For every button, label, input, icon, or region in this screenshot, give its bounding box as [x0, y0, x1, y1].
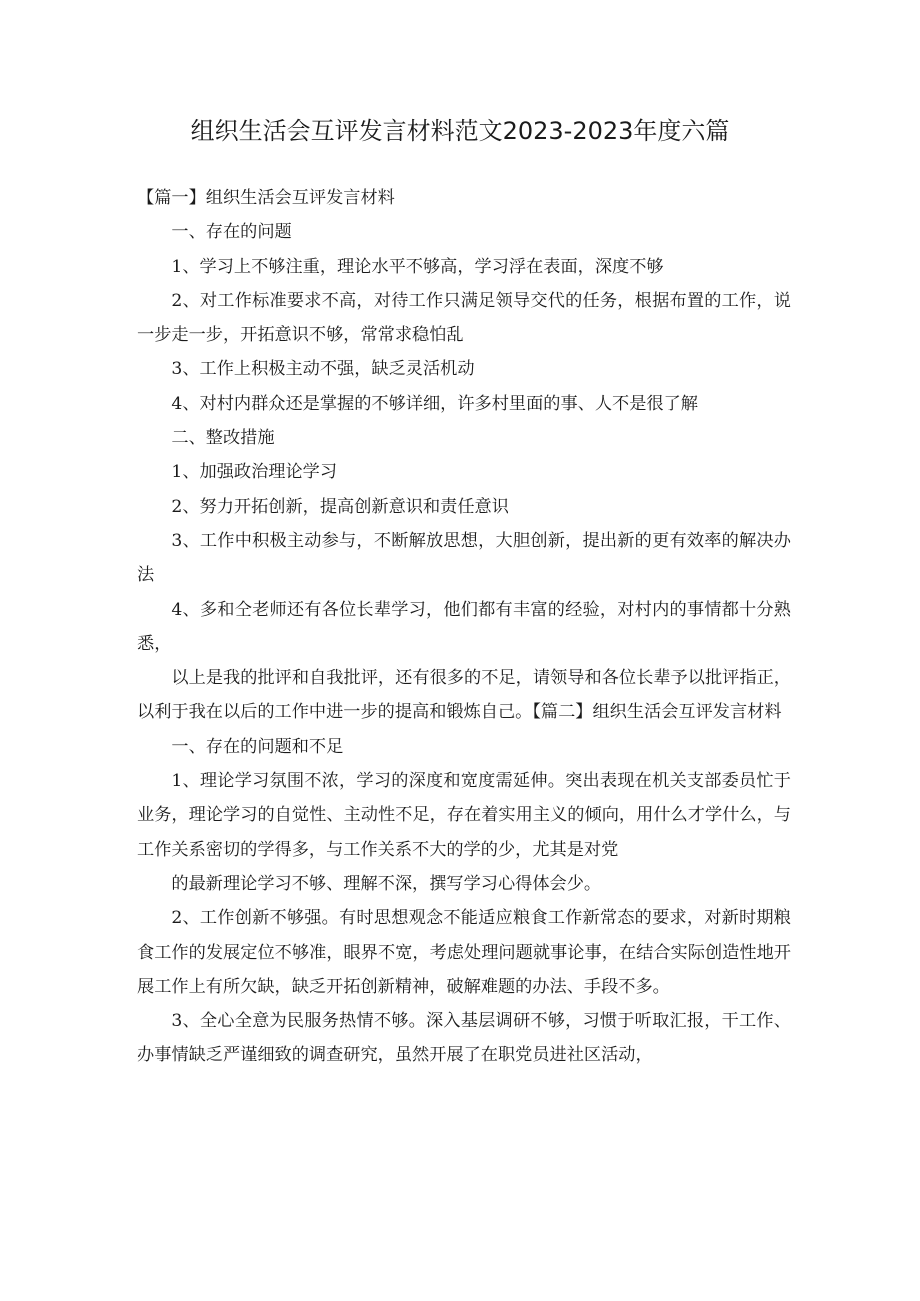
paragraph: 1、理论学习氛围不浓，学习的深度和宽度需延伸。突出表现在机关支部委员忙于业务，理论学习的自觉性、主动性不足，存在着实用主义的倾向，用什么才学什么，与工作关系密切的学得多，与工作关系不大的学的少，尤其是对党 [137, 771, 791, 860]
paragraph: 4、多和仝老师还有各位长辈学习，他们都有丰富的经验，对村内的事情都十分熟悉， [137, 599, 791, 654]
paragraph: 2、工作创新不够强。有时思想观念不能适应粮食工作新常态的要求，对新时期粮食工作的发展定位不够准，眼界不宽，考虑处理问题就事论事，在结合实际创造性地开展工作上有所欠缺，缺乏开拓创新精神，破解难题的办法、手段不多。 [137, 908, 791, 997]
paragraph: 3、全心全意为民服务热情不够。深入基层调研不够，习惯于听取汇报，干工作、办事情缺乏严谨细致的调查研究，虽然开展了在职党员进社区活动， [137, 1011, 791, 1066]
document-title: 组织生活会互评发言材料范文2023-2023年度六篇 [190, 117, 730, 145]
paragraph: 一、存在的问题 [171, 222, 292, 243]
paragraph: 2、努力开拓创新，提高创新意识和责任意识 [171, 496, 509, 517]
paragraph: 1、加强政治理论学习 [171, 462, 338, 483]
paragraph: 二、整改措施 [171, 428, 275, 449]
paragraph: 1、学习上不够注重，理论水平不够高，学习浮在表面，深度不够 [171, 256, 664, 277]
paragraph: 的最新理论学习不够、理解不深，撰写学习心得体会少。 [171, 873, 602, 894]
paragraph: 一、存在的问题和不足 [171, 736, 344, 757]
paragraph: 3、工作上积极主动不强，缺乏灵活机动 [171, 359, 475, 380]
section-heading: 【篇一】组织生活会互评发言材料 [137, 188, 395, 208]
paragraph: 4、对村内群众还是掌握的不够详细，许多村里面的事、人不是很了解 [171, 393, 698, 414]
document-body [137, 181, 791, 1073]
paragraph: 2、对工作标准要求不高，对待工作只满足领导交代的任务，根据布置的工作，说一步走一步，开拓意识不够，常常求稳怕乱 [137, 290, 791, 346]
paragraph: 3、工作中积极主动参与，不断解放思想，大胆创新，提出新的更有效率的解决办法 [137, 530, 791, 586]
paragraph: 以上是我的批评和自我批评，还有很多的不足，请领导和各位长辈予以批评指正，以利于我在以后的工作中进一步的提高和锻炼自己。【篇二】组织生活会互评发言材料 [137, 668, 791, 723]
